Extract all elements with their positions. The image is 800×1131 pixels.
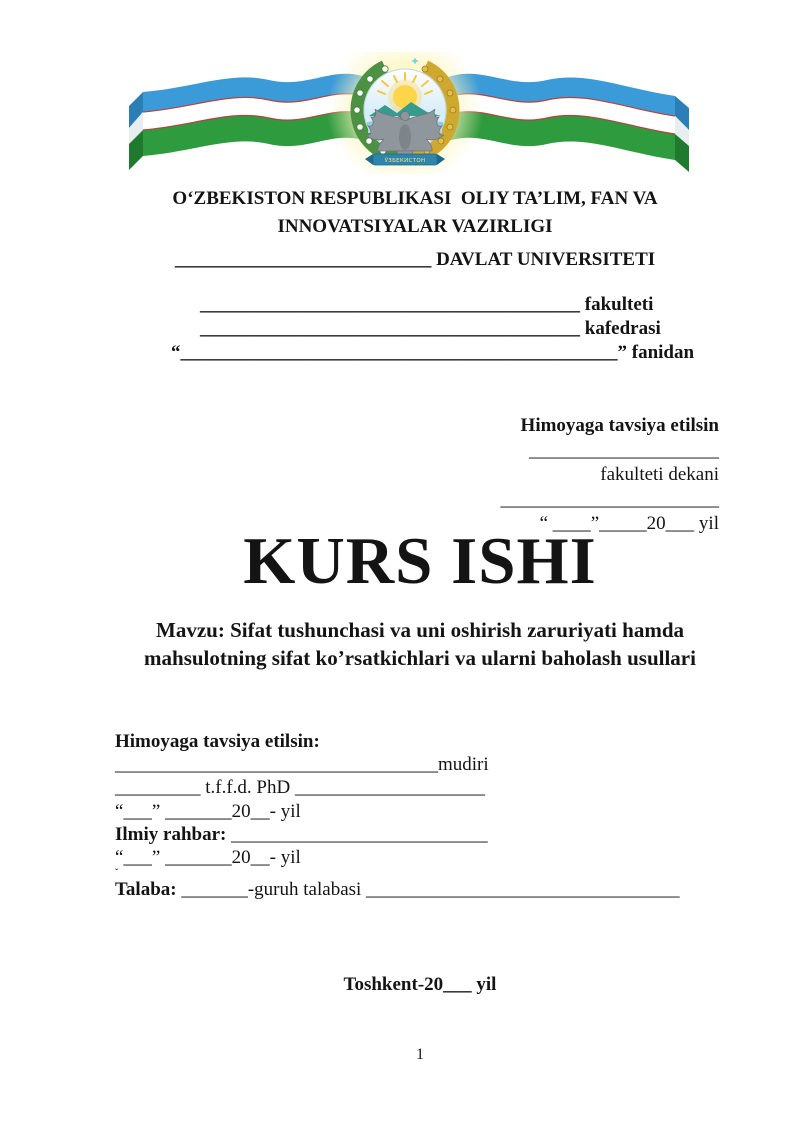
approval-date-line: “ ____”_____20___ yil xyxy=(539,513,719,534)
supervisor-blank: ___________________________ xyxy=(226,823,488,845)
stray-mark: ˇ xyxy=(115,868,119,880)
supervisor-label: Ilmiy rahbar: xyxy=(115,823,227,845)
student-label: Talaba: xyxy=(115,879,177,901)
ministry-line-1: O‘ZBEKISTON RESPUBLIKASI OLIY TA’LIM, FAN VA xyxy=(172,188,658,209)
city-year-line: Toshkent-20___ yil xyxy=(343,974,497,995)
ministry-line-2: INNOVATSIYALAR VAZIRLIGI xyxy=(277,216,553,237)
topic-line-2: mahsulotning sifat ko’rsatkichlari va ularni baholash usullari xyxy=(144,646,696,670)
main-title: KURS ISHI xyxy=(243,524,597,598)
approval-bottom-block xyxy=(115,730,740,901)
uzbekistan-emblem xyxy=(354,56,456,165)
student-rest: _______-guruh talabasi _________________________________ xyxy=(176,879,680,901)
university-line: ___________________________ DAVLAT UNIVERSITETI xyxy=(174,249,656,270)
mudiri-line: __________________________________mudiri xyxy=(115,754,489,776)
chair-line: ________________________________________ kafedrasi xyxy=(200,318,661,339)
student-line xyxy=(115,878,740,901)
subject-line: “______________________________________________” fanidan xyxy=(171,342,695,363)
motto-banner xyxy=(365,154,445,165)
emblem-motto: ЎЗБЕКИСТОН xyxy=(384,158,426,164)
signature-blank-1: ____________________ xyxy=(529,439,719,461)
date-line-1: “___” _______20__- yil xyxy=(115,800,301,822)
ministry-title xyxy=(90,185,740,241)
faculty-line: ________________________________________ fakulteti xyxy=(200,294,654,315)
approval-title: Himoyaga tavsiya etilsin xyxy=(520,415,719,436)
page-number: 1 xyxy=(416,1046,424,1063)
date-line-2: “___” _______20__- yil xyxy=(115,847,301,869)
uzbekistan-flag-banner xyxy=(127,52,692,174)
approval-bottom-heading: Himoyaga tavsiya etilsin: xyxy=(115,731,320,752)
signature-blank-2: _______________________ xyxy=(500,488,719,510)
topic xyxy=(108,616,732,672)
approval-right-block xyxy=(501,414,720,537)
phd-line: _________ t.f.f.d. PhD ____________________ xyxy=(115,777,485,799)
topic-line-1: Mavzu: Sifat tushunchasi va uni oshirish zaruriyati hamda xyxy=(156,618,684,642)
dean-label: fakulteti dekani xyxy=(600,464,719,485)
supervisor-line xyxy=(115,823,740,846)
